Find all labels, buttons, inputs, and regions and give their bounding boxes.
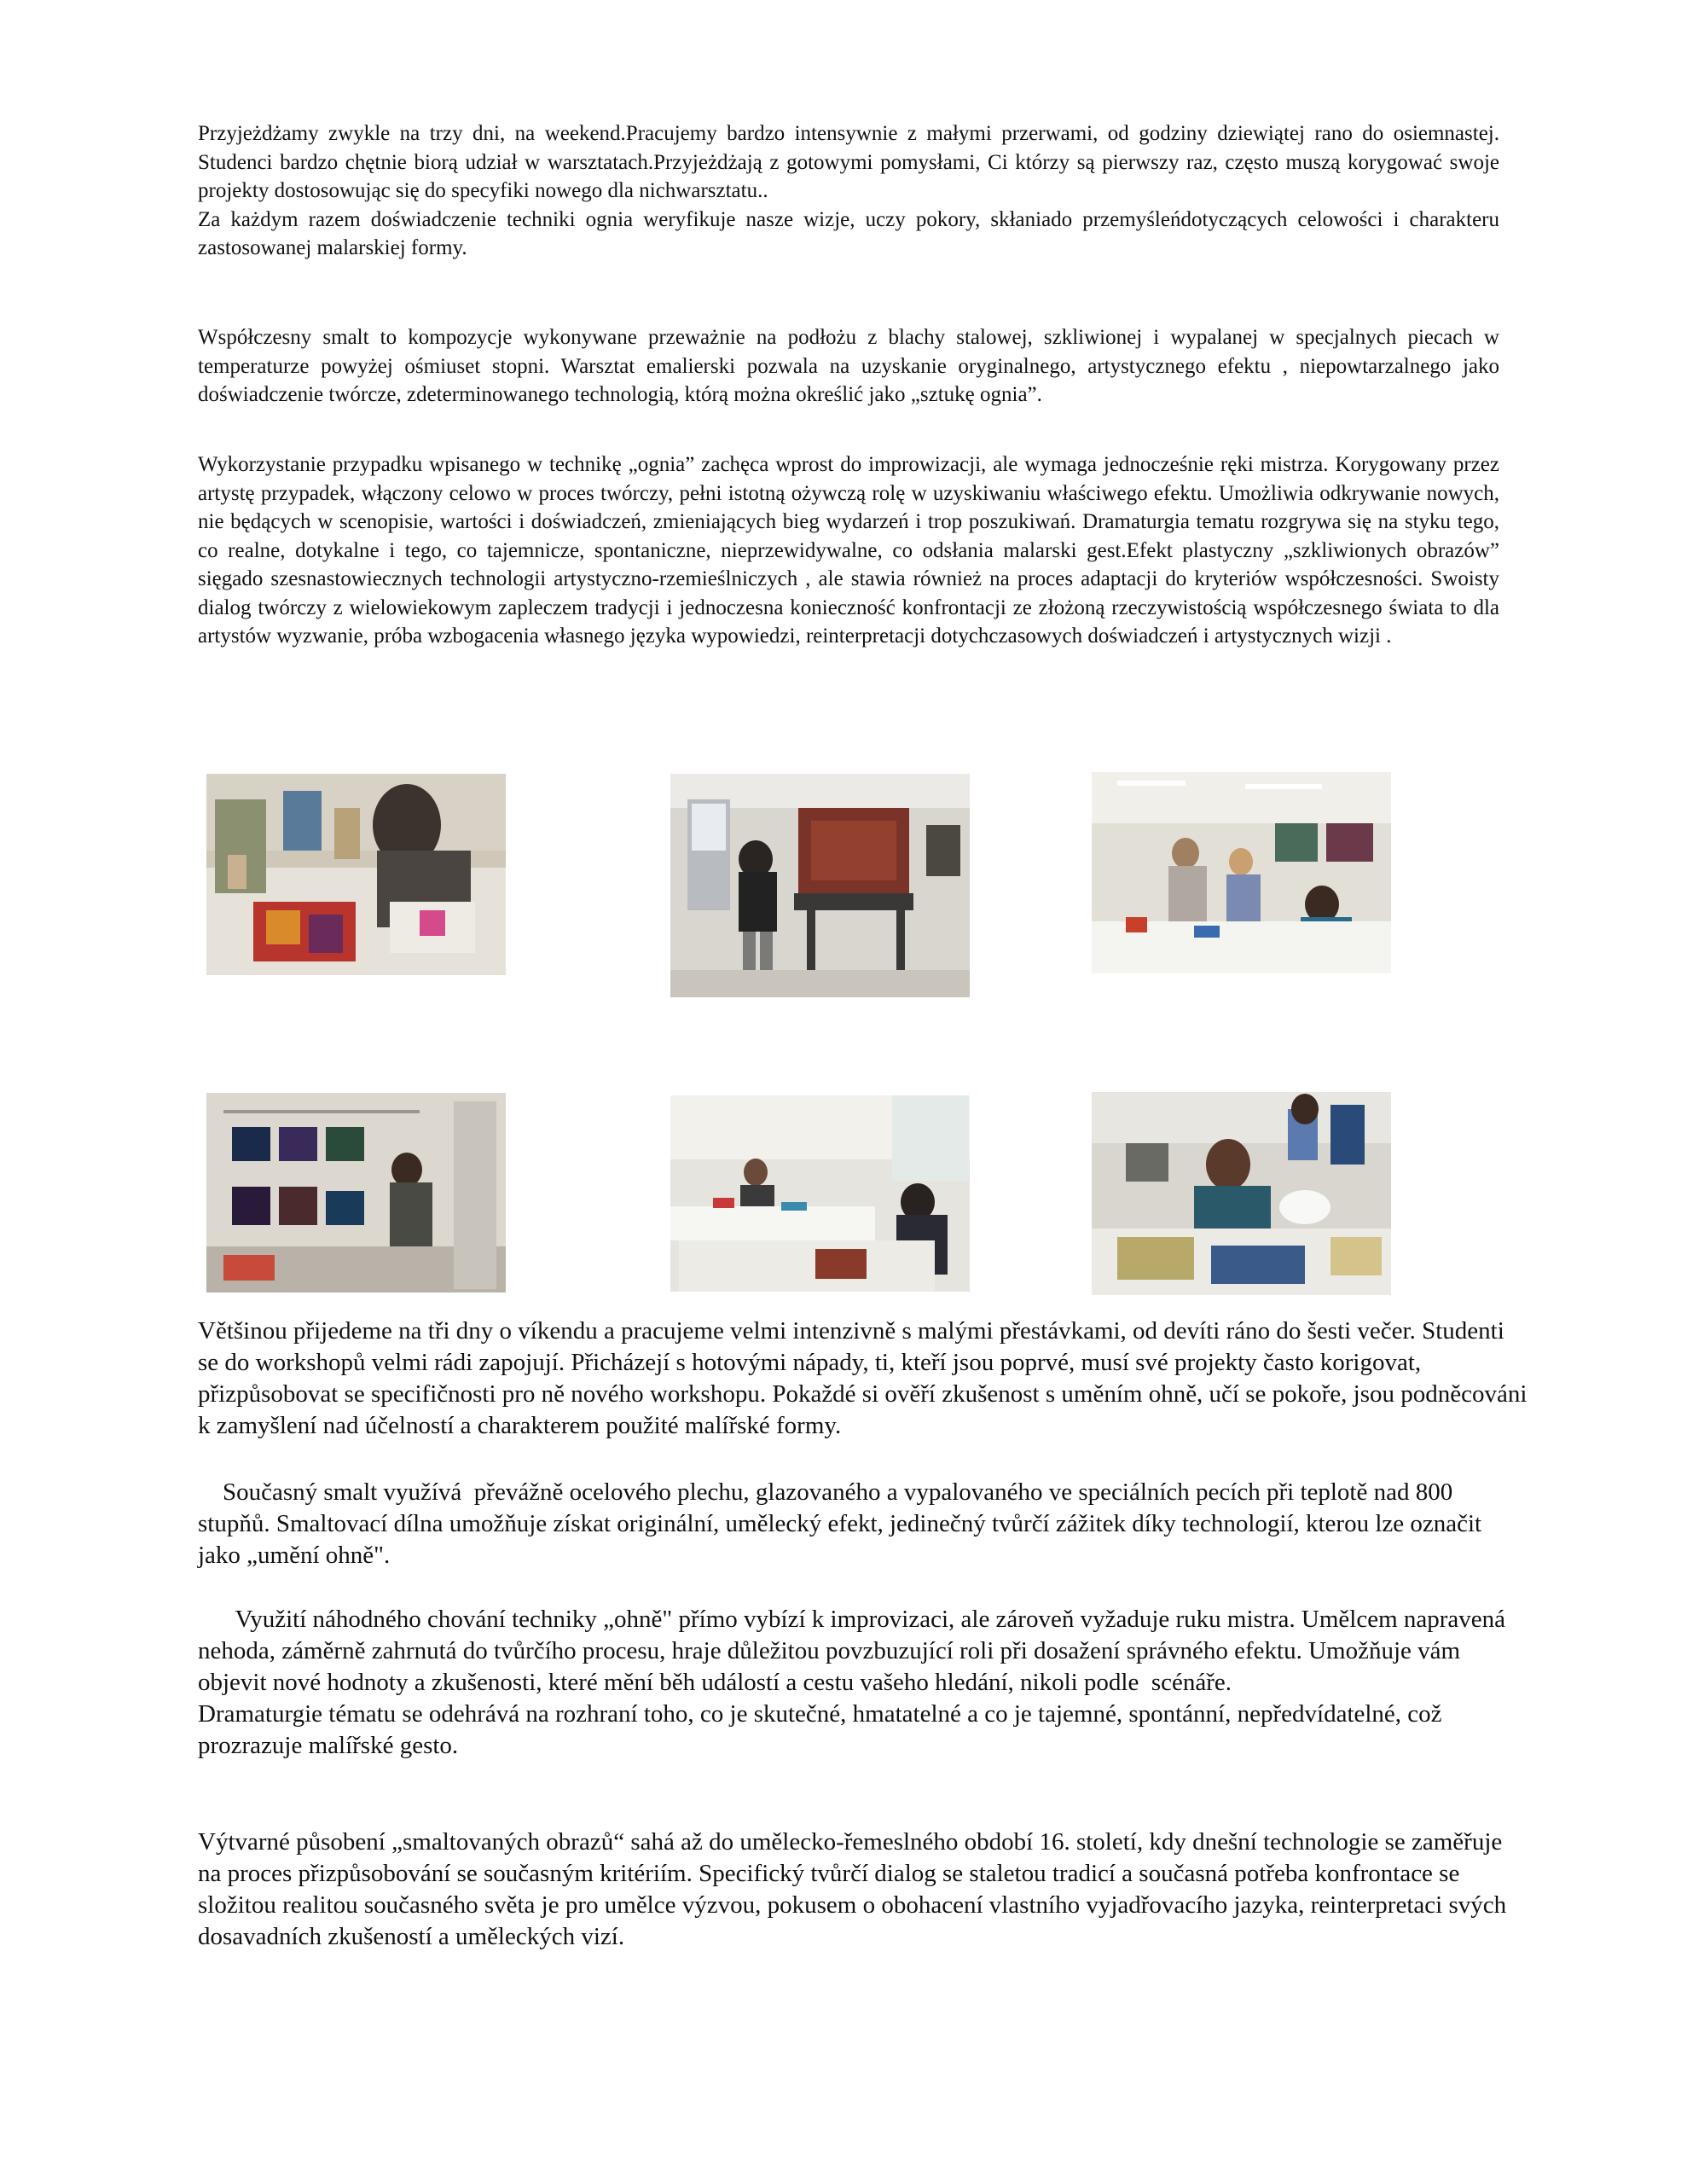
photo-woman-working-enamel [1092, 1092, 1391, 1295]
czech-paragraph-4-text: Výtvarné působení „smaltovaných obrazů“ sahá až do umělecko-řemeslného období 16. století, kdy dnešní technologie se zaměřuje na proces přizpůsobování se současným kritériím. Specifický tvůrčí dialog se staletou tradicí a současná potřeba konfrontace se složitou realitou současného světa je pro umělce výzvou, pokusem o obohacení vlastního vyjadřovacího jazyka, reinterpretaci svých dosavadních zkušeností a uměleckých vizí. [198, 1828, 1507, 1950]
polish-paragraph-2 [198, 323, 1499, 410]
czech-paragraph-2 [198, 1477, 1528, 1571]
polish-paragraph-1 [198, 119, 1499, 263]
czech-paragraph-2-text: Současný smalt využívá převážně ocelového plechu, glazovaného a vypalovaného ve speciálních pecích při teplotě nad 800 stupňů. Smaltovací dílna umožňuje získat originální, umělecký efekt, jedinečný tvůrčí zážitek díky technologií, kterou lze označit jako „umění ohně". [198, 1478, 1488, 1569]
polish-paragraph-1-line-a: Przyjeżdżamy zwykle na trzy dni, na weekend.Pracujemy bardzo intensywnie z małymi przerwami, od godziny dziewiątej rano do osiemnastej. Studenci bardzo chętnie biorą udział w warsztatach.Przyjeżdżają z gotowymi pomysłami, Ci którzy są pierwszy raz, często muszą korygować swoje projekty dostosowując się do specyfiki nowego dla nichwarsztatu.. [198, 122, 1499, 202]
polish-paragraph-2-text: Współczesny smalt to kompozycje wykonywane przeważnie na podłożu z blachy stalowej, szkliwionej i wypalanej w specjalnych piecach w temperaturze powyżej ośmiuset stopni. Warsztat emalierski pozwala na uzyskanie oryginalnego, artystycznego efektu , niepowtarzalnego jako doświadczenie twórcze, zdeterminowanego technologią, którą można określić jako „sztukę ognia”. [198, 326, 1499, 406]
polish-paragraph-3 [198, 450, 1499, 651]
czech-paragraph-4 [198, 1827, 1528, 1953]
photo-workshop-room [1092, 772, 1391, 973]
polish-paragraph-1-line-b: Za każdym razem doświadczenie techniki ognia weryfikuje nasze wizje, uczy pokory, skłaniado przemyśleńdotyczących celowości i charakteru zastosowanej malarskiej formy. [198, 207, 1499, 259]
photo-kiln-firing [670, 774, 970, 997]
czech-paragraph-3-line-b: Dramaturgie tématu se odehrává na rozhraní toho, co je skutečné, hmatatelné a co je tajemné, spontánní, nepředvídatelné, což prozrazuje malířské gesto. [198, 1700, 1442, 1759]
czech-paragraph-3 [198, 1604, 1528, 1762]
czech-paragraph-1 [198, 1316, 1528, 1442]
czech-paragraph-3-line-a: Využití náhodného chování techniky „ohně" přímo vybízí k improvizaci, ale zároveň vyžaduje ruku mistra. Umělcem napravená nehoda, záměrně zahrnutá do tvůrčího procesu, hraje důležitou povzbuzující roli při dosažení správného efektu. Umožňuje vám objevit nové hodnoty a zkušenosti, které mění běh událostí a cestu vašeho hledání, nikoli podle scénáře. [198, 1606, 1512, 1696]
photo-students-at-tables [670, 1095, 970, 1292]
czech-paragraph-1-text: Většinou přijedeme na tři dny o víkendu a pracujeme velmi intenzivně s malými přestávkami, od devíti ráno do šesti večer. Studenti se do workshopů velmi rádi zapojují. Přicházejí s hotovými nápady, ti, kteří jsou poprvé, musí své projekty často korigovat, přizpůsobovat se specifičnosti pro ně nového workshopu. Pokaždé si ověří zkušenost s uměním ohně, učí se pokoře, jsou podněcováni k zamyšlení nad účelností a charakterem použité malířské formy. [198, 1317, 1528, 1439]
photo-student-painting-enamel [206, 774, 506, 975]
photo-hanging-artworks [206, 1093, 506, 1292]
polish-paragraph-3-text: Wykorzystanie przypadku wpisanego w technikę „ognia” zachęca wprost do improwizacji, ale wymaga jednocześnie ręki mistrza. Korygowany przez artystę przypadek, włączony celowo w proces twórczy, pełni istotną ożywczą rolę w uzyskiwaniu właściwego efektu. Umożliwia odkrywanie nowych, nie będących w scenopisie, wartości i doświadczeń, zmieniających bieg wydarzeń i trop poszukiwań. Dramaturgia tematu rozgrywa się na styku tego, co realne, dotykalne i tego, co tajemnicze, spontaniczne, nieprzewidywalne, co odsłania malarski gest.Efekt plastyczny „szkliwionych obrazów” sięgado szesnastowiecznych technologii artystyczno-rzemieślniczych , ale stawia również na proces adaptacji do kryteriów współczesności. Swoisty dialog twórczy z wielowiekowym zapleczem tradycji i jednoczesna konieczność konfrontacji ze złożoną rzeczywistością współczesnego świata to dla artystów wyzwanie, próba wzbogacenia własnego języka wypowiedzi, reinterpretacji dotychczasowych doświadczeń i artystycznych wizji . [198, 453, 1499, 648]
